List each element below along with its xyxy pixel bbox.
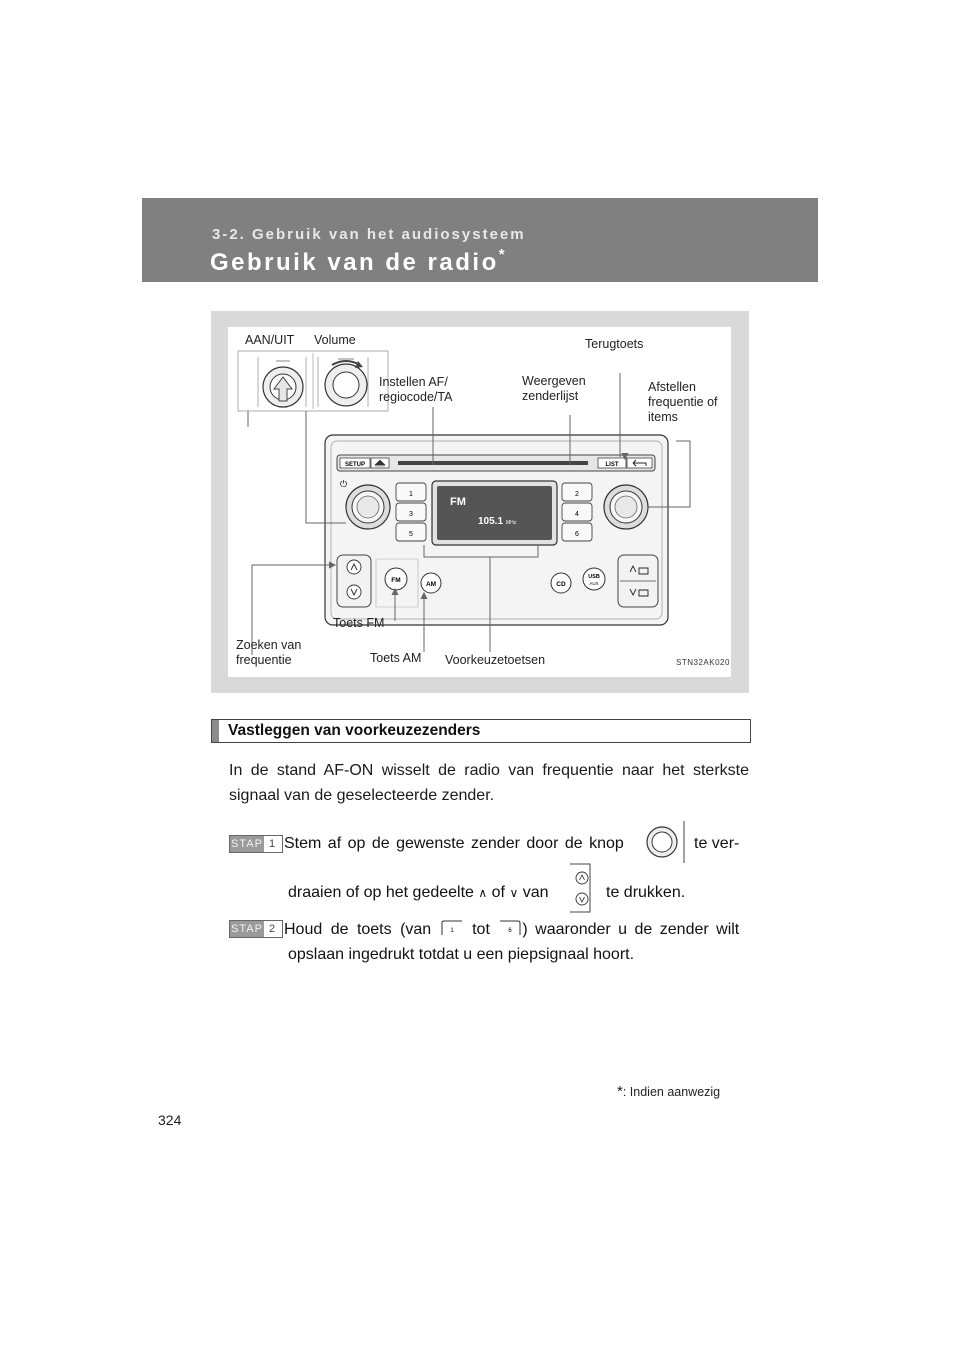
preset-1-key: 1	[409, 491, 413, 498]
preset-2-key: 2	[575, 491, 579, 498]
callout-tune	[648, 380, 718, 425]
callout-list-line2: zenderlijst	[522, 389, 579, 403]
preset-3-key: 3	[409, 511, 413, 518]
display-freq: 105.1	[478, 516, 504, 527]
seek-switch-icon	[562, 862, 596, 914]
step-1-line-2	[288, 880, 548, 906]
section-header	[142, 198, 818, 282]
callout-fm: Toets FM	[333, 616, 385, 630]
step-1-text-a: Stem af op de gewenste zender door de knop	[284, 835, 624, 852]
step-2-badge	[229, 920, 283, 938]
step-2-line-1	[284, 917, 750, 942]
step-2-word: STAP	[231, 923, 263, 935]
preset-5-key: 5	[409, 531, 413, 538]
footnote-text: : Indien aanwezig	[622, 1085, 721, 1099]
callout-list	[522, 374, 586, 404]
display-band: FM	[450, 496, 466, 508]
callout-presets: Voorkeuzetoetsen	[445, 653, 546, 667]
title-mark: *	[498, 246, 508, 263]
callout-af-line2: regiocode/TA	[379, 390, 453, 404]
svg-text:CD: CD	[556, 581, 566, 588]
step-1-van: van	[522, 884, 549, 901]
svg-text:6: 6	[508, 928, 513, 934]
svg-text:AM: AM	[425, 581, 437, 588]
step-2-tot: tot	[472, 921, 490, 938]
down-symbol: ∨	[509, 886, 519, 900]
callout-seek-line1: Zoeken van	[236, 638, 302, 652]
callout-am: Toets AM	[370, 651, 422, 665]
intro-paragraph: In de stand AF-ON wisselt de radio van frequentie naar het sterkste signaal van de geselecteerde zender.	[229, 762, 749, 804]
page-number: 324	[158, 1112, 182, 1128]
figure-frame	[211, 311, 749, 693]
footnote-mark: *	[617, 1083, 623, 1100]
preset-4-key: 4	[575, 511, 579, 518]
callout-tune-line3: items	[648, 410, 678, 424]
svg-text:USB: USB	[588, 574, 600, 580]
callout-back: Terugtoets	[585, 337, 644, 351]
step-1-of: of	[491, 884, 505, 901]
step-1-text-c: draaien of op het gedeelte	[288, 884, 474, 901]
subheading-bar	[211, 719, 751, 743]
preset-6-key: 6	[575, 531, 579, 538]
svg-text:1: 1	[449, 928, 454, 934]
page-title-text: Gebruik van de radio	[210, 249, 499, 276]
svg-text:FM: FM	[391, 577, 401, 584]
step-2-text-a: Houd de toets (van	[284, 921, 432, 938]
step-2-text-c: opslaan ingedrukt totdat u een piepsignaal hoort.	[288, 946, 635, 963]
power-symbol-icon: ⏻	[340, 480, 348, 490]
figure-code: STN32AK020	[676, 658, 730, 667]
preset-key-6-icon	[498, 919, 522, 937]
step-2-number: 2	[268, 923, 276, 935]
callout-power: AAN/UIT	[245, 333, 295, 347]
seek-down-button	[347, 585, 361, 599]
radio-diagram	[228, 327, 731, 677]
callout-list-line1: Weergeven	[522, 374, 586, 388]
step-2-text-b: ) waaronder u de zender wilt	[522, 921, 740, 938]
up-symbol: ∧	[478, 886, 488, 900]
step-1-number: 1	[268, 838, 276, 850]
step-1-text-b: te ver-	[694, 835, 740, 852]
tune-knob-icon	[640, 817, 690, 867]
subheading-accent	[212, 720, 219, 742]
subheading: Vastleggen van voorkeuzezenders	[228, 722, 481, 739]
seek-up-button	[347, 560, 361, 574]
preset-key-1-icon	[440, 919, 464, 937]
step-1-text-d: te drukken.	[606, 884, 686, 901]
step-1-word: STAP	[231, 838, 263, 850]
footnote	[617, 1083, 720, 1100]
svg-text:AUX: AUX	[589, 581, 599, 586]
display-unit: MHz	[506, 520, 517, 526]
page-title	[210, 248, 507, 277]
knob-inset	[238, 351, 388, 411]
setup-key: SETUP	[344, 462, 366, 468]
callout-af	[379, 375, 452, 405]
step-1-badge	[229, 835, 283, 853]
callout-volume: Volume	[314, 333, 356, 347]
callout-tune-line2: frequentie of	[648, 395, 718, 409]
head-unit	[325, 435, 668, 625]
section-label: 3-2. Gebruik van het audiosysteem	[212, 226, 526, 243]
callout-seek	[236, 638, 301, 668]
callout-seek-line2: frequentie	[236, 653, 292, 667]
callout-af-line1: Instellen AF/	[379, 375, 448, 389]
callout-tune-line1: Afstellen	[648, 380, 696, 394]
list-key: LIST	[605, 462, 619, 468]
